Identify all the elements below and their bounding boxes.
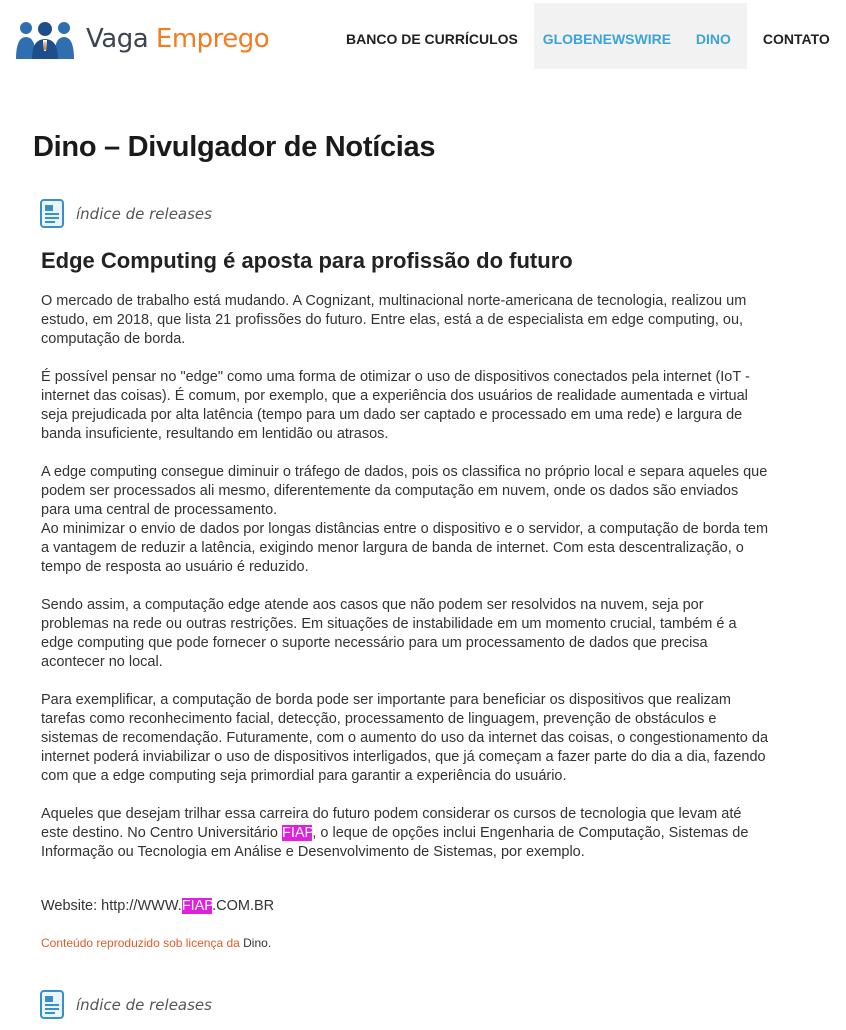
logo-emprego: Emprego xyxy=(155,24,270,54)
article-body xyxy=(41,292,771,881)
website-prefix: Website: http://WWW. xyxy=(41,898,182,914)
release-index-label: índice de releases xyxy=(76,996,212,1014)
release-index-link-top[interactable] xyxy=(40,199,212,229)
nav-dino[interactable]: DINO xyxy=(680,3,747,69)
fiap-highlight: FIAP xyxy=(281,825,313,841)
site-header xyxy=(0,0,830,72)
release-index-label: índice de releases xyxy=(76,205,212,223)
article-paragraph: Sendo assim, a computação edge atende aos casos que não podem ser resolvidos na nuvem, seja por problemas na rede ou outras restrições. Em situações de instabilidade em um momento crucial, também é a edge computing que pode fornecer o suporte necessário para um processamento de dados que precisa acontecer no local. xyxy=(41,597,737,670)
article-paragraph: É possível pensar no "edge" como uma forma de otimizar o uso de dispositivos conectados pela internet (IoT - internet das coisas). É comum, por exemplo, que a experiência dos usuários de realidade aumentada e virtual seja prejudicada por alta latência (tempo para um dado ser captado e processado em uma rede) e largura de banda insuficiente, resultando em lentidão ou atrasos. xyxy=(41,369,750,442)
article-paragraph: Para exemplificar, a computação de borda pode ser importante para beneficiar os dispositivos que realizam tarefas como reconhecimento facial, detecção, processamento de linguagem, prevenção de obstáculos e sistemas de recomendação. Futuramente, com o aumento do uso da internet das coisas, o congestionamento da internet poderá inviabilizar o uso de dispositivos interligados, que já começam a fazer parte do dia a dia, fazendo com que a edge computing seja primordial para garantir a experiência do usuário. xyxy=(41,692,769,784)
last-paragraph-before: Aqueles que desejam trilhar essa carreira do futuro podem considerar os cursos de tecnologia que levam até este destino. No Centro Universitário xyxy=(41,806,742,841)
logo-text xyxy=(86,17,269,61)
site-logo[interactable] xyxy=(14,17,269,61)
credit-text: Conteúdo reproduzido sob licença da xyxy=(41,936,244,950)
article-paragraph-last xyxy=(41,805,771,862)
nav-globenewswire[interactable]: GLOBENEWSWIRE xyxy=(534,3,680,69)
website-highlight: FIAP xyxy=(181,898,213,914)
document-icon xyxy=(40,990,66,1020)
credit-end: . xyxy=(267,936,272,950)
website-suffix: .COM.BR xyxy=(212,898,275,914)
article-paragraph: A edge computing consegue diminuir o tráfego de dados, pois os classifica no próprio local e separa aqueles que podem ser processados ali mesmo, diferentemente da computação em nuvem, onde os dados são enviados para uma central de processamento. xyxy=(41,464,768,518)
article-paragraph: Ao minimizar o envio de dados por longas distâncias entre o dispositivo e o servidor, a computação de borda tem a vantagem de reduzir a latência, exigindo menor largura de banda de internet. Com esta descentralização, o tempo de resposta ao usuário é reduzido. xyxy=(41,521,769,575)
page-title: Dino – Divulgador de Notícias xyxy=(33,131,436,163)
main-nav xyxy=(330,3,846,69)
license-credit xyxy=(41,936,271,950)
nav-contato[interactable]: CONTATO xyxy=(762,31,830,47)
nav-banco-curriculos[interactable]: BANCO DE CURRÍCULOS xyxy=(346,31,518,47)
people-group-icon xyxy=(14,19,76,59)
document-icon xyxy=(40,199,66,229)
website-line xyxy=(41,898,274,914)
last-paragraph-after: , o leque de opções inclui Engenharia de Computação, Sistemas de Informação ou Tecnologia em Análise e Desenvolvimento de Sistemas, por exemplo. xyxy=(41,825,749,860)
release-index-link-bottom[interactable] xyxy=(40,990,212,1020)
article-paragraph: O mercado de trabalho está mudando. A Cognizant, multinacional norte-americana de tecnologia, realizou um estudo, em 2018, que lista 21 profissões do futuro. Entre elas, está a de especialista em edge computing, ou, computação de borda. xyxy=(41,293,747,347)
article-title: Edge Computing é aposta para profissão do futuro xyxy=(41,248,573,273)
credit-dino-link[interactable]: Dino xyxy=(243,936,268,950)
logo-vaga: Vaga xyxy=(86,24,149,54)
